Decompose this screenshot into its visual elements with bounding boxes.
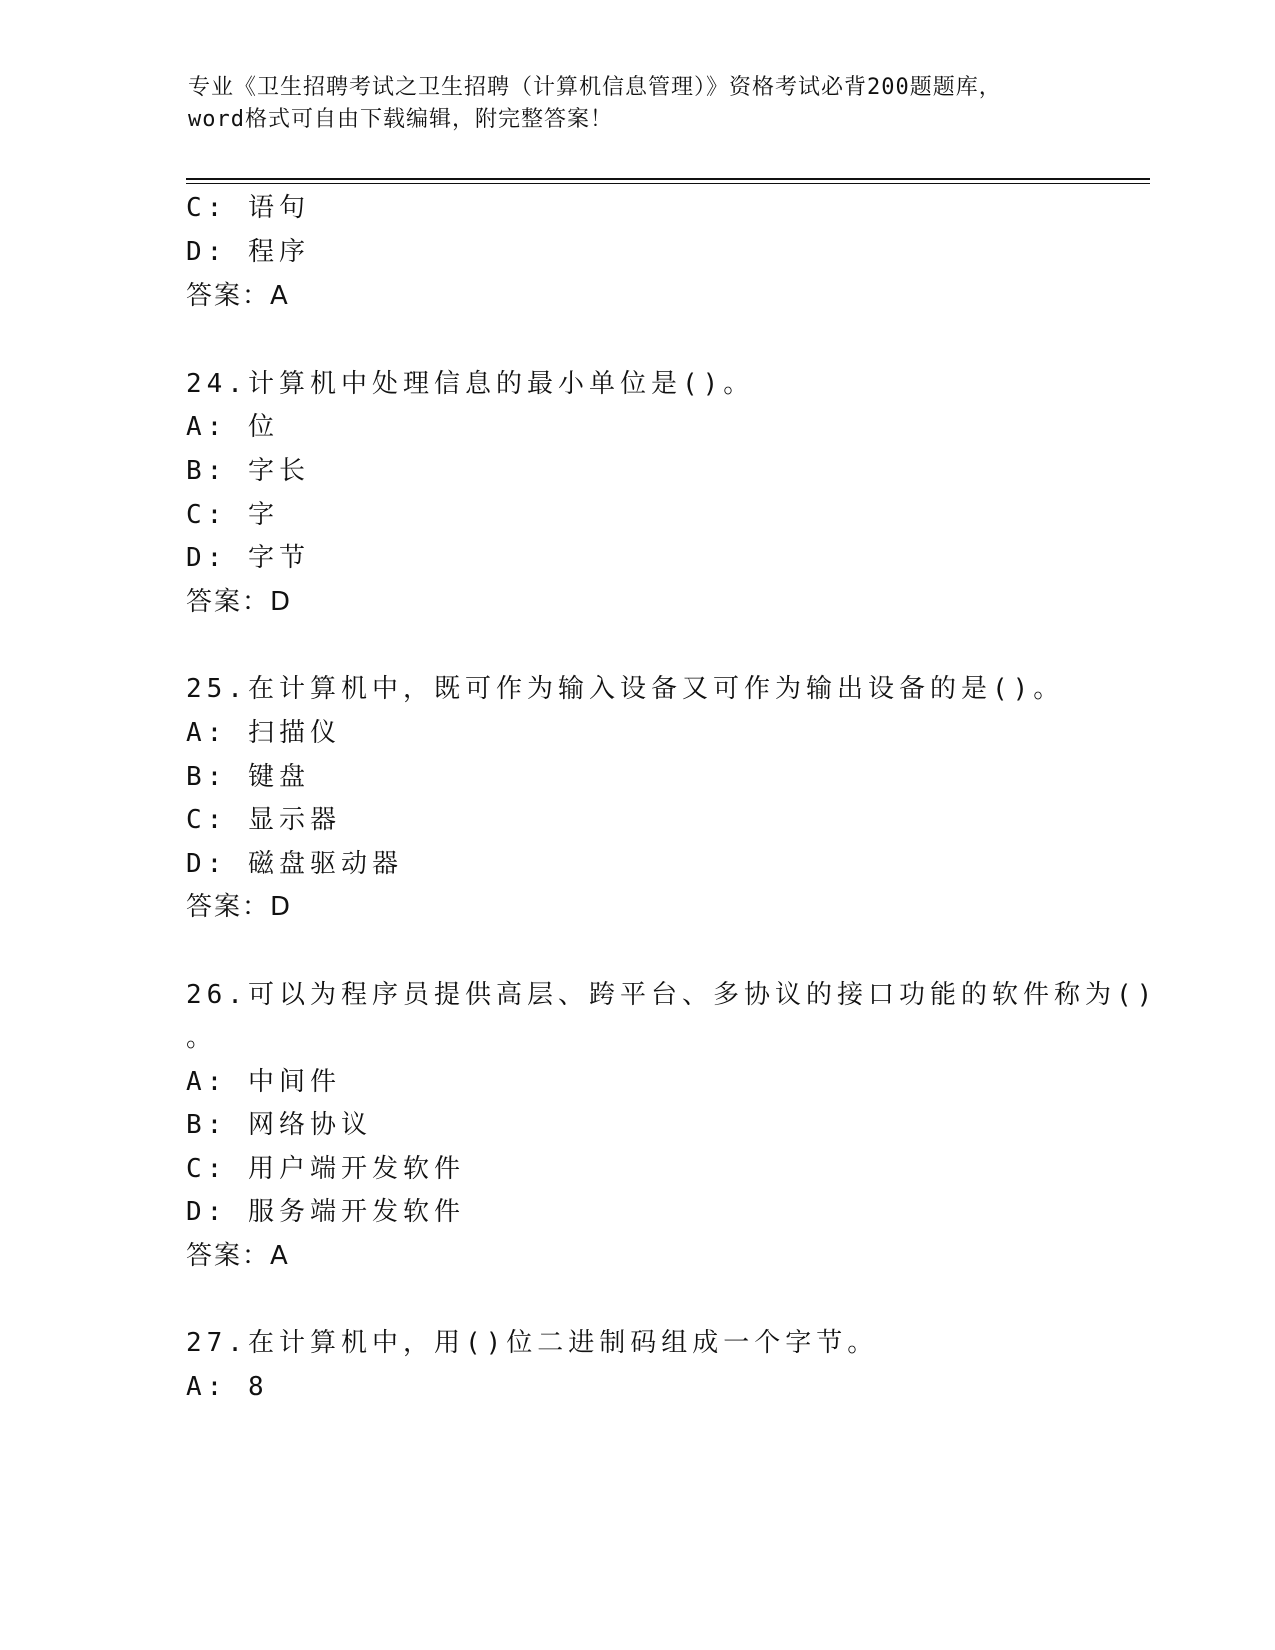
q23-answer: 答案：A xyxy=(186,281,290,311)
q26-answer: 答案：A xyxy=(186,1241,290,1271)
q27-question: 27.在计算机中，用()位二进制码组成一个字节。 xyxy=(186,1328,879,1358)
q25-option-c: C: 显示器 xyxy=(186,805,341,835)
q26-option-b: B: 网络协议 xyxy=(186,1110,372,1140)
q25-option-a: A: 扫描仪 xyxy=(186,718,341,748)
q24-option-c: C: 字 xyxy=(186,500,279,530)
header-divider-thin xyxy=(186,183,1150,184)
document-header xyxy=(188,72,1088,136)
header-line-1: 专业《卫生招聘考试之卫生招聘（计算机信息管理）》资格考试必背200题题库， xyxy=(188,75,1002,100)
q24-option-d: D: 字节 xyxy=(186,543,310,573)
q25-question: 25.在计算机中，既可作为输入设备又可作为输出设备的是()。 xyxy=(186,674,1065,704)
q24-option-b: B: 字长 xyxy=(186,456,310,486)
q24-answer: 答案：D xyxy=(186,587,293,617)
q25-option-d: D: 磁盘驱动器 xyxy=(186,849,403,879)
q26-question-line-2: 。 xyxy=(186,1023,218,1053)
q23-option-c: C: 语句 xyxy=(186,193,310,223)
q25-option-b: B: 键盘 xyxy=(186,762,310,792)
q26-option-c: C: 用户端开发软件 xyxy=(186,1154,465,1184)
q26-option-d: D: 服务端开发软件 xyxy=(186,1197,465,1227)
q26-question-line-1: 26.可以为程序员提供高层、跨平台、多协议的接口功能的软件称为() xyxy=(186,980,1158,1010)
q23-option-d: D: 程序 xyxy=(186,237,310,267)
q24-option-a: A: 位 xyxy=(186,412,279,442)
q25-answer: 答案：D xyxy=(186,892,293,922)
header-line-2: word格式可自由下载编辑，附完整答案！ xyxy=(188,107,613,132)
header-divider-thick xyxy=(186,178,1150,180)
q26-option-a: A: 中间件 xyxy=(186,1067,341,1097)
q24-question: 24.计算机中处理信息的最小单位是()。 xyxy=(186,369,755,399)
q27-option-a: A: 8 xyxy=(186,1372,269,1402)
